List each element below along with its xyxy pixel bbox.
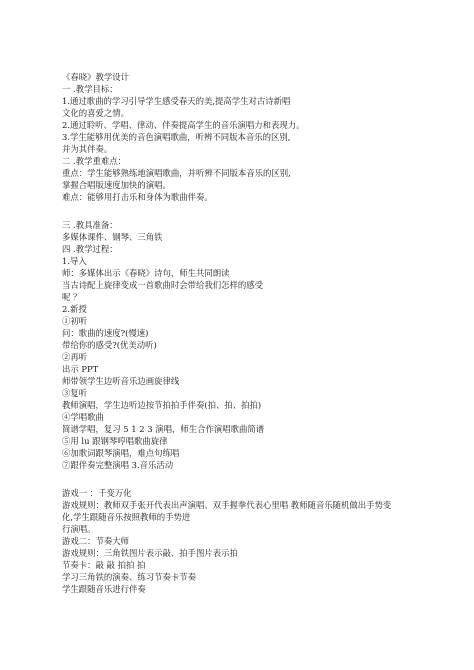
text-line: 教师演唱，学生边听边按节拍拍手伴奏(拍、拍、拍拍) <box>62 400 262 410</box>
doc-title: 《春晓》教学设计 <box>62 72 129 82</box>
text-line: 多媒体课件、钢琴、三角铁 <box>62 232 163 242</box>
text-line: 化,学生跟随音乐按照教师的手势进 <box>62 512 191 522</box>
section-heading: 一 .教学目标： <box>62 84 118 94</box>
text-line: 师：多媒体出示《春晓》诗句，师生共同朗读 <box>62 268 230 278</box>
text-line: 简谱学唱，复习 5 1 2 3 演唱，师生合作演唱歌曲简谱 <box>62 424 265 434</box>
text-line: ⑥加歌词跟琴演唱，难点句练唱 <box>62 448 180 458</box>
text-line: 学习三角铁的演奏、练习节奏卡节奏 <box>62 572 196 582</box>
text-line: ①初听 <box>62 316 88 326</box>
text-line: 游戏规则：三角铁图片表示敲、拍手图片表示拍 <box>62 548 238 558</box>
section-heading: 二 .教学重难点： <box>62 156 126 166</box>
text-line: 游戏二：节奏大师 <box>62 536 129 546</box>
text-line: 游戏规则：教师双手张开代表出声演唱、双手握拳代表心里唱 教师随音乐随机做出手势变 <box>62 500 392 510</box>
text-line: 当古诗配上旋律变成一首歌曲时会带给我们怎样的感受 <box>62 280 263 290</box>
text-line: 问：歌曲的速度?(慢速) <box>62 328 149 338</box>
text-line: 难点：能够用打击乐和身体为歌曲伴奏。 <box>62 192 213 202</box>
text-line: ④学唱歌曲 <box>62 412 104 422</box>
text-line: 3.学生能够用优美的音色演唱歌曲，听辨不同版本音乐的区别, <box>62 132 291 142</box>
section-heading: 三 .教具准备： <box>62 220 118 230</box>
text-line: 1.通过歌曲的学习引导学生感受春天的美,提高学生对古诗新唱 <box>62 96 291 106</box>
text-line: 节奏卡：敲 敲 拍拍 拍 <box>62 560 146 570</box>
text-line: 掌握合唱版速度加快的演唱。 <box>62 180 171 190</box>
text-line: 游戏一 ：千变万化 <box>62 488 132 498</box>
text-line: 1.导入 <box>62 256 87 266</box>
text-line: 出示 PPT <box>62 364 99 374</box>
text-line: ③复听 <box>62 388 88 398</box>
text-line: 呢 ？ <box>62 292 82 302</box>
text-line: ⑤用 lu 跟钢琴哼唱歌曲旋律 <box>62 436 168 446</box>
text-line: 带给你的感受?(优美动听) <box>62 340 157 350</box>
text-line: ⑦跟伴奏完整演唱 3.音乐活动 <box>62 460 174 470</box>
text-line: 重点：学生能够熟练地演唱歌曲，并听辨不同版本音乐的区别, <box>62 168 291 178</box>
section-heading: 四 .教学过程： <box>62 244 118 254</box>
text-line: 2.通过聆听、学唱、律动、伴奏提高学生的音乐演唱力和表现力。 <box>62 120 305 130</box>
text-line: ②再听 <box>62 352 88 362</box>
text-line: 学生跟随音乐进行伴奏 <box>62 584 146 594</box>
text-line: 行演唱。 <box>62 524 96 534</box>
text-line: 文化的喜爱之情。 <box>62 108 129 118</box>
text-line: 2.新授 <box>62 304 87 314</box>
text-line: 并为其伴奏。 <box>62 144 113 154</box>
text-line: 师带领学生边听音乐边画旋律线 <box>62 376 180 386</box>
